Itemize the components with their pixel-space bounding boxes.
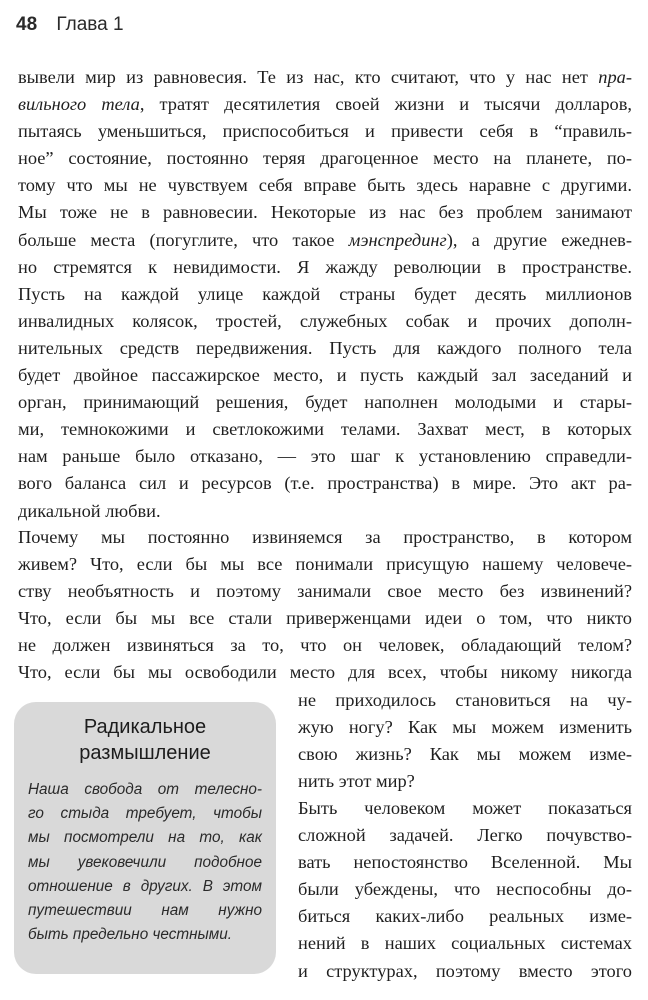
paragraph-2-continued bbox=[298, 687, 632, 795]
text-line: ству необъятность и поэтому занимали свое место без извинений? bbox=[18, 581, 632, 602]
text-run: пытаясь уменьшиться, приспособиться и привести себя в “правиль- bbox=[18, 121, 632, 142]
text-line: Почему мы постоянно извиняемся за пространство, в котором bbox=[18, 527, 632, 547]
text-line: нений в наших социальных системах bbox=[298, 933, 632, 954]
running-header bbox=[16, 14, 124, 36]
text-line bbox=[18, 416, 632, 443]
text-run: ми, темнокожими и светлокожими телами. Захват мест, в которых bbox=[18, 419, 632, 440]
text-line bbox=[18, 308, 632, 335]
text-line bbox=[18, 172, 632, 199]
text-run: инвалидных колясок, тростей, служебных собак и прочих дополн- bbox=[18, 310, 632, 331]
text-line bbox=[18, 498, 632, 525]
text-line bbox=[18, 118, 632, 145]
text-line: биться каких-либо реальных изме- bbox=[298, 906, 632, 927]
sidebar-title-line: размышление bbox=[79, 742, 211, 764]
paragraph-3 bbox=[298, 795, 632, 985]
text-line: свою жизнь? Как мы можем изме- bbox=[298, 744, 632, 765]
paragraph-1 bbox=[18, 64, 632, 525]
text-line bbox=[18, 64, 632, 91]
text-run: ное” состояние, постоянно теряя драгоценное место на планете, по- bbox=[18, 148, 632, 169]
text-line: быть предельно честными. bbox=[28, 926, 233, 944]
text-line: Быть человеком может показаться bbox=[298, 798, 632, 818]
text-run: больше места (погуглите, что такое bbox=[18, 229, 349, 250]
chapter-title: Глава 1 bbox=[56, 14, 124, 35]
text-line: Наша свобода от телесно- bbox=[28, 781, 262, 798]
text-line bbox=[18, 335, 632, 362]
text-line: путешествии нам нужно bbox=[28, 902, 262, 920]
text-run: , тратят десятилетия своей жизни и тысячи долларов, bbox=[139, 94, 632, 115]
text-run: будет двойное пассажирское место, и пусть каждый зал заседаний и bbox=[18, 365, 632, 386]
text-line: жую ногу? Как мы можем изменить bbox=[298, 717, 632, 738]
text-run: вого баланса сил и ресурсов (т.е. пространства) в мире. Это акт ра- bbox=[18, 473, 632, 494]
text-line: были убеждены, что неспособны до- bbox=[298, 879, 632, 900]
text-run: нам раньше было отказано, — это шаг к установлению справедли- bbox=[18, 446, 632, 467]
text-line: го стыда требует, чтобы bbox=[28, 805, 262, 823]
text-line: Что, если бы мы освободили место для всех, чтобы никому никогда bbox=[18, 662, 632, 683]
text-line: мы посмотрели на то, как bbox=[28, 829, 262, 847]
text-run: но стремятся к невидимости. Я жажду революции в пространстве. bbox=[18, 256, 632, 277]
text-line bbox=[18, 443, 632, 470]
text-run: Мы тоже не в равновесии. Некоторые из нас без проблем занимают bbox=[18, 202, 632, 223]
text-run: орган, принимающий решения, будет наполнен молодыми и стары- bbox=[18, 392, 632, 413]
sidebar-box bbox=[14, 702, 276, 974]
page-number: 48 bbox=[16, 14, 38, 35]
text-line bbox=[18, 362, 632, 389]
text-line bbox=[18, 389, 632, 416]
text-line bbox=[18, 254, 632, 281]
text-line bbox=[18, 281, 632, 308]
text-line bbox=[18, 227, 632, 254]
italic-term: вильного тела bbox=[18, 94, 140, 115]
text-run: Пусть на каждой улице каждой страны будет десять миллионов bbox=[18, 283, 632, 304]
text-line bbox=[18, 145, 632, 172]
italic-term: пра- bbox=[598, 67, 632, 87]
text-line: и структурах, поэтому вместо этого bbox=[298, 960, 632, 981]
text-line: вать непостоянство Вселенной. Мы bbox=[298, 852, 632, 873]
text-line: живем? Что, если бы мы все понимали присущую нашему человече- bbox=[18, 554, 632, 575]
text-line bbox=[18, 91, 632, 118]
text-line: не приходилось становиться на чу- bbox=[298, 690, 632, 710]
text-line: не должен извиняться за то, что он человек, обладающий телом? bbox=[18, 635, 632, 656]
sidebar-title bbox=[28, 714, 262, 766]
italic-term: мэнспрединг bbox=[348, 229, 447, 250]
text-run: вывели мир из равновесия. Те из нас, кто считают, что у нас нет bbox=[18, 67, 599, 87]
text-run: дикальной любви. bbox=[18, 500, 161, 521]
text-line bbox=[18, 199, 632, 226]
text-line: сложной задачей. Легко почувство- bbox=[298, 825, 632, 846]
text-line: мы увековечили подобное bbox=[28, 853, 262, 871]
text-run: нительных средств передвижения. Пусть для каждого полного тела bbox=[18, 337, 632, 358]
text-line bbox=[18, 470, 632, 497]
text-line: нить этот мир? bbox=[298, 771, 415, 792]
paragraph-2 bbox=[18, 524, 632, 687]
text-line: Что, если бы мы все стали приверженцами идеи о том, что никто bbox=[18, 608, 632, 629]
sidebar-body bbox=[28, 778, 262, 947]
text-line: отношение в других. В этом bbox=[28, 877, 262, 895]
text-run: ), а другие ежеднев- bbox=[446, 229, 632, 250]
sidebar-title-line: Радикальное bbox=[83, 716, 207, 738]
text-run: тому что мы не чувствуем себя вправе быть здесь наравне с другими. bbox=[18, 175, 632, 196]
